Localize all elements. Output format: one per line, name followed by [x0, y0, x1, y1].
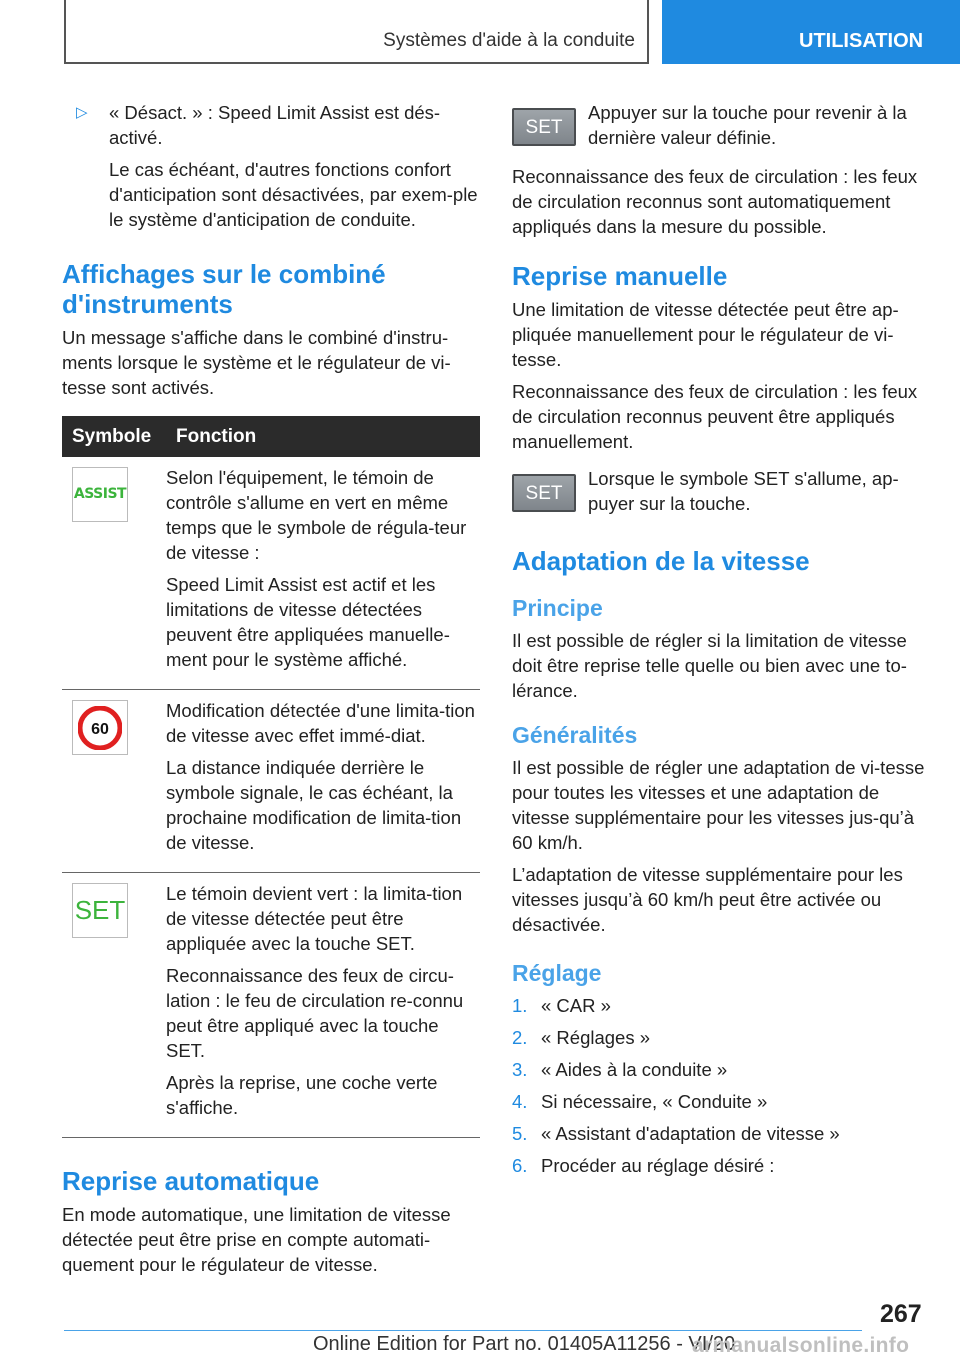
set-indicator-icon	[72, 883, 128, 938]
step-text: « Réglages »	[541, 1027, 651, 1048]
step-text: « CAR »	[541, 995, 611, 1016]
paragraph: Reconnaissance des feux de circulation : les feux de circulation reconnus peuvent être appliqués manuellement.	[512, 381, 918, 452]
list-item	[512, 1057, 928, 1082]
step-number: 3.	[512, 1059, 528, 1080]
set-button-icon	[512, 474, 576, 512]
bullet-text: « Désact. » : Speed Limit Assist est dés-activé.	[109, 102, 441, 148]
step-text: Procéder au réglage désiré :	[541, 1155, 775, 1176]
section-title: Systèmes d'aide à la conduite	[383, 30, 635, 51]
step-number: 1.	[512, 995, 528, 1016]
list-item	[512, 1153, 928, 1178]
steps-list	[512, 993, 928, 1178]
table-header-function: Fonction	[166, 416, 480, 457]
step-text: « Assistant d'adaptation de vitesse »	[541, 1123, 840, 1144]
page-number: 267	[880, 1300, 922, 1328]
tab-utilisation[interactable]	[662, 0, 960, 64]
paragraph: Reconnaissance des feux de circulation : les feux de circulation reconnus sont automatiquement appliqués dans la mesure du possible.	[512, 166, 918, 237]
assist-icon	[72, 467, 128, 522]
step-text: Si nécessaire, « Conduite »	[541, 1091, 768, 1112]
step-number: 5.	[512, 1123, 528, 1144]
table-row	[62, 457, 480, 690]
list-item	[512, 1121, 928, 1146]
paragraph: L’adaptation de vitesse supplémentaire pour les vitesses jusqu’à 60 km/h peut être activée ou désactivée.	[512, 864, 903, 935]
section-heading: Affichages sur le combiné d'instruments	[62, 259, 386, 319]
step-text: « Aides à la conduite »	[541, 1059, 728, 1080]
right-column	[512, 100, 928, 1185]
subsection-heading: Principe	[512, 595, 603, 621]
row-text: Après la reprise, une coche verte s'affiche.	[166, 1072, 438, 1118]
table-header-symbol: Symbole	[62, 416, 166, 457]
list-item	[512, 1025, 928, 1050]
footer-divider	[64, 1330, 862, 1331]
row-text: Reconnaissance des feux de circu-lation : le feu de circulation re-connu peut être appliqué avec la touche SET.	[166, 965, 464, 1061]
row-text: Speed Limit Assist est actif et les limitations de vitesse détectées peuvent être appliquées manuelle-ment pour le système affiché.	[166, 574, 450, 670]
subsection-heading: Généralités	[512, 722, 638, 748]
instruction-text: Lorsque le symbole SET s'allume, ap-puyer sur la touche.	[588, 468, 899, 514]
section-heading: Reprise automatique	[62, 1166, 320, 1196]
row-text: Le témoin devient vert : la limita-tion de vitesse détectée peut être appliquée avec la touche SET.	[166, 883, 463, 954]
watermark: armanualsonline.info	[692, 1334, 910, 1357]
triangle-bullet-icon: ▷	[76, 104, 88, 121]
edition-text: Online Edition for Part no. 01405A11256 - VI/20	[313, 1333, 736, 1355]
list-item	[512, 993, 928, 1018]
set-indicator-label: SET	[74, 895, 126, 925]
row-text: La distance indiquée derrière le symbole signale, le cas échéant, la prochaine modification de limita-tion de vitesse.	[166, 757, 462, 853]
bullet-subtext: Le cas échéant, d'autres fonctions confort d'anticipation sont désactivées, par exem-ple le système d'anticipation de conduite.	[109, 159, 478, 230]
paragraph: Il est possible de régler une adaptation de vi-tesse pour toutes les vitesses et une adaptation de vitesse supplémentaire pour les vitesses jus-qu’à 60 km/h.	[512, 757, 925, 853]
tab-label: UTILISATION	[799, 30, 924, 52]
step-number: 2.	[512, 1027, 528, 1048]
assist-icon-label: ASSIST	[73, 486, 127, 502]
symbol-table	[62, 416, 480, 1138]
paragraph: Une limitation de vitesse détectée peut être ap-pliquée manuellement pour le régulateur de vi-tesse.	[512, 299, 899, 370]
section-heading: Adaptation de la vitesse	[512, 546, 810, 576]
set-button-icon	[512, 108, 576, 146]
subsection-heading: Réglage	[512, 960, 602, 986]
paragraph: Il est possible de régler si la limitation de vitesse doit être reprise telle quelle ou bien avec une to-lérance.	[512, 630, 907, 701]
row-text: Selon l'équipement, le témoin de contrôle s'allume en vert en même temps que le symbole de régula-teur de vitesse :	[166, 467, 467, 563]
speed-limit-value: 60	[91, 720, 109, 738]
paragraph: Un message s'affiche dans le combiné d'instru-ments lorsque le système et le régulateur de vi-tesse sont activés.	[62, 327, 451, 398]
paragraph: En mode automatique, une limitation de vitesse détectée peut être prise en compte automati-quement pour le régulateur de vitesse.	[62, 1204, 451, 1275]
section-heading: Reprise manuelle	[512, 261, 728, 291]
step-number: 4.	[512, 1091, 528, 1112]
header-section-box	[64, 0, 649, 64]
set-button-label: SET	[525, 482, 563, 504]
set-instruction	[512, 100, 928, 150]
set-instruction	[512, 466, 928, 516]
list-item	[62, 100, 480, 150]
row-text: Modification détectée d'une limita-tion de vitesse avec effet immé-diat.	[166, 700, 475, 746]
list-item	[512, 1089, 928, 1114]
table-row	[62, 873, 480, 1138]
step-number: 6.	[512, 1155, 528, 1176]
table-row	[62, 690, 480, 873]
set-button-label: SET	[525, 116, 563, 138]
left-column	[62, 100, 480, 1284]
speed-limit-sign-icon	[72, 700, 128, 755]
instruction-text: Appuyer sur la touche pour revenir à la dernière valeur définie.	[588, 102, 907, 148]
